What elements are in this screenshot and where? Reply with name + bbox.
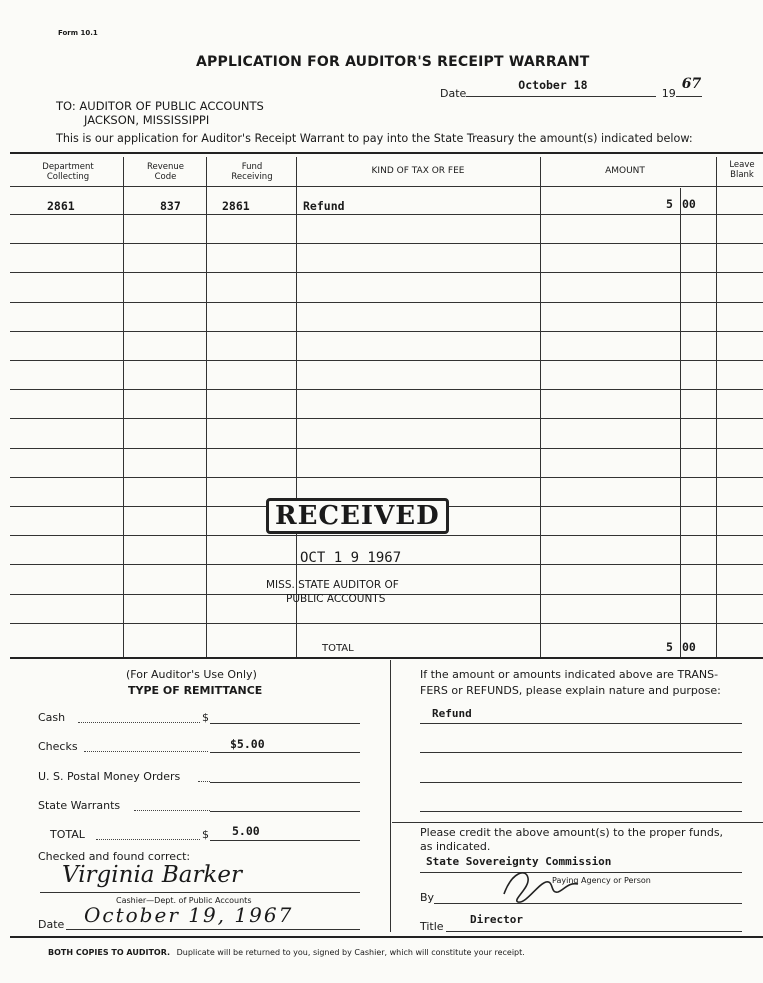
postal-label: U. S. Postal Money Orders (38, 770, 181, 783)
cash-leader (78, 722, 200, 723)
agency-caption: Paying Agency or Person (552, 876, 651, 885)
form-title: APPLICATION FOR AUDITOR'S RECEIPT WARRANT (196, 54, 590, 70)
addressee-line1: TO: AUDITOR OF PUBLIC ACCOUNTS (56, 99, 264, 113)
col-header-revenue: Revenue Code (146, 162, 185, 182)
row-amount-cents[interactable]: 00 (682, 197, 696, 211)
cash-label: Cash (38, 711, 66, 724)
checks-label: Checks (38, 740, 78, 753)
auditor-date-value: October 19, 1967 (84, 903, 294, 927)
cents-divider (680, 188, 681, 657)
footer-border (10, 936, 763, 938)
by-line (434, 903, 742, 904)
col-divider-1 (123, 157, 124, 657)
explain-heading-line2: FERS or REFUNDS, please explain nature and purpose: (420, 684, 721, 697)
addressee-line2: JACKSON, MISSISSIPPI (84, 113, 210, 127)
checks-line (210, 752, 360, 753)
year-value[interactable]: 67 (681, 76, 702, 92)
remit-total-label: TOTAL (50, 828, 85, 841)
stamp-word: RECEIVED (266, 498, 449, 534)
explain-line-2[interactable] (420, 752, 742, 753)
remittance-heading: TYPE OF REMITTANCE (128, 684, 263, 697)
row-fund[interactable]: 2861 (222, 199, 250, 213)
col-header-dept: Department Collecting (42, 162, 94, 182)
remit-total-leader (96, 839, 200, 840)
auditor-date-line (66, 929, 360, 930)
col-header-fund: Fund Receiving (231, 162, 273, 182)
signature-line (40, 892, 360, 893)
cashier-signature: Virginia Barker (62, 862, 242, 888)
credit-line1: Please credit the above amount(s) to the proper funds, (420, 826, 724, 839)
explain-line-4[interactable] (420, 811, 742, 812)
remit-total-line (210, 840, 360, 841)
cashier-caption: Cashier—Dept. of Public Accounts (116, 896, 252, 905)
row-revenue[interactable]: 837 (160, 199, 181, 213)
by-label: By (420, 891, 435, 904)
title-value[interactable]: Director (470, 913, 523, 926)
remit-total-value[interactable]: 5.00 (232, 824, 260, 838)
col-header-amount: AMOUNT (605, 166, 645, 176)
col-divider-5 (716, 157, 717, 657)
credit-divider (392, 822, 763, 823)
addressee (56, 99, 264, 127)
date-value[interactable]: October 18 (518, 78, 588, 92)
stamp-date: OCT 1 9 1967 (300, 550, 402, 566)
explain-value[interactable]: Refund (432, 707, 472, 720)
checks-leader (84, 751, 208, 752)
form-number: Form 10.1 (58, 29, 98, 37)
stamp-line2: PUBLIC ACCOUNTS (286, 593, 386, 605)
row-amount-dollars[interactable]: 5 (666, 197, 673, 211)
auditor-heading: (For Auditor's Use Only) (126, 668, 257, 681)
table-total-label: TOTAL (322, 643, 354, 654)
footer-text: Duplicate will be returned to you, signed by Cashier, which will constitute your receipt. (176, 948, 525, 957)
date-label: Date (440, 87, 467, 100)
explain-line-1 (420, 723, 742, 724)
postal-leader (198, 781, 210, 782)
auditor-date-label: Date (38, 918, 65, 931)
row-dept[interactable]: 2861 (47, 199, 75, 213)
col-divider-2 (206, 157, 207, 657)
warrants-line[interactable] (210, 811, 360, 812)
cash-prefix: $ (202, 711, 209, 724)
footer-bold: BOTH COPIES TO AUDITOR. (48, 948, 171, 957)
col-header-kind: KIND OF TAX OR FEE (371, 166, 465, 176)
table-total-dollars[interactable]: 5 (666, 640, 673, 654)
table-bottom-border (10, 657, 763, 659)
row-kind[interactable]: Refund (303, 199, 345, 213)
lower-divider (390, 660, 391, 932)
checked-label: Checked and found correct: (38, 850, 191, 863)
date-line (440, 76, 702, 100)
received-stamp (266, 498, 449, 534)
col-header-leave-blank: Leave Blank (729, 160, 755, 180)
credit-line2: as indicated. (420, 840, 491, 853)
postal-line[interactable] (210, 782, 360, 783)
explain-line-3[interactable] (420, 782, 742, 783)
footer (48, 948, 525, 957)
title-label: Title (420, 920, 444, 933)
cash-line[interactable] (210, 723, 360, 724)
table-total-cents[interactable]: 00 (682, 640, 696, 654)
checks-value[interactable]: $5.00 (230, 737, 265, 751)
year-prefix: 19 (661, 87, 676, 100)
remit-total-prefix: $ (202, 828, 209, 841)
warrants-label: State Warrants (38, 799, 121, 812)
intro-text: This is our application for Auditor's Receipt Warrant to pay into the State Treasury the amount(s) indicated below: (56, 132, 693, 145)
agency-value[interactable]: State Sovereignty Commission (426, 855, 612, 868)
title-line (446, 931, 742, 932)
col-divider-4 (540, 157, 541, 657)
warrants-leader (134, 810, 210, 811)
table-top-border (10, 152, 763, 154)
explain-heading-line1: If the amount or amounts indicated above are TRANS- (420, 668, 719, 681)
stamp-line1: MISS. STATE AUDITOR OF (266, 579, 399, 591)
